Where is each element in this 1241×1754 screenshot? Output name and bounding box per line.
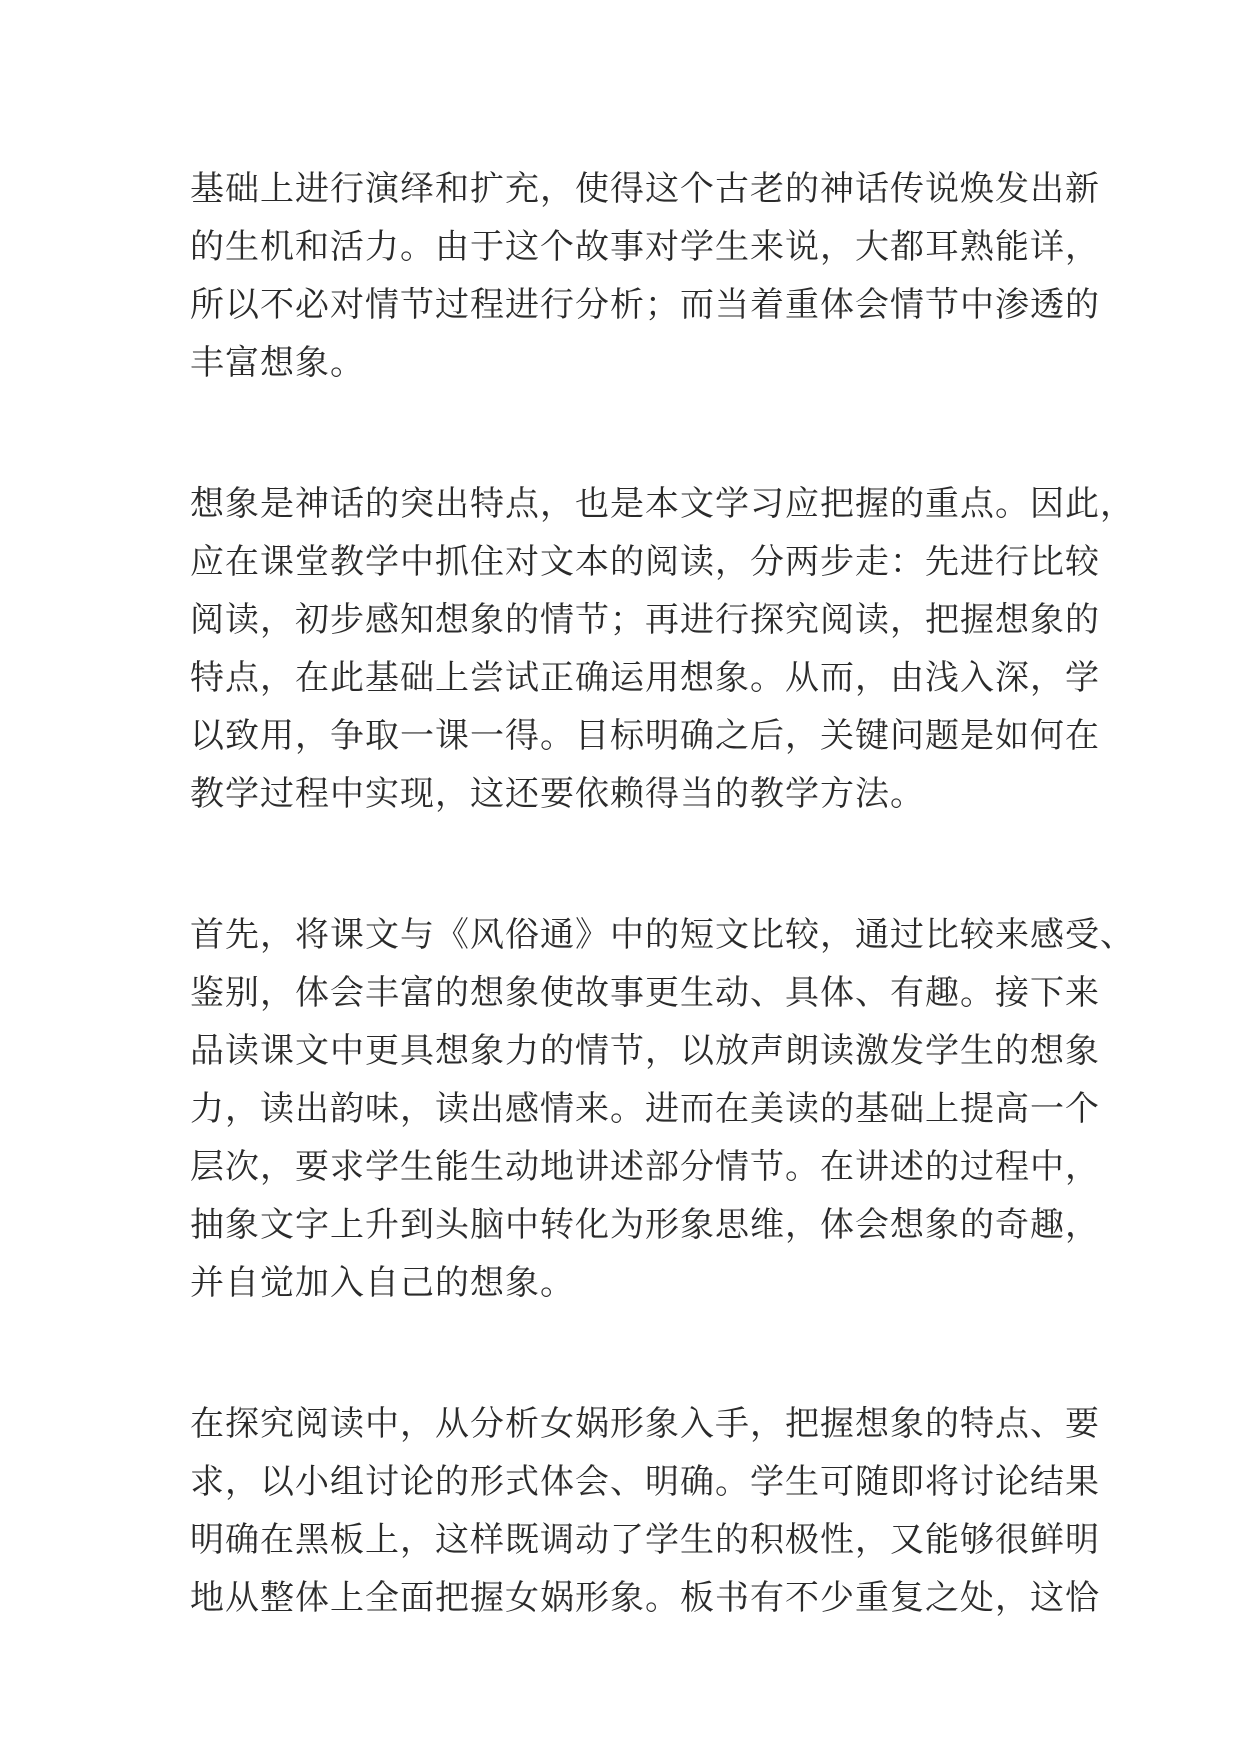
- text-line: 丰富想象。: [190, 343, 365, 383]
- paragraph-2: [190, 475, 1135, 823]
- text-line: 以致用，争取一课一得。目标明确之后，关键问题是如何在: [190, 716, 1100, 756]
- paragraph-4: [190, 1395, 1100, 1627]
- paragraph-3: [190, 906, 1135, 1312]
- text-line: 阅读，初步感知想象的情节；再进行探究阅读，把握想象的: [190, 600, 1100, 640]
- text-line: 想象是神话的突出特点，也是本文学习应把握的重点。因此，: [190, 484, 1135, 524]
- text-line: 的生机和活力。由于这个故事对学生来说，大都耳熟能详，: [190, 227, 1100, 267]
- text-line: 基础上进行演绎和扩充，使得这个古老的神话传说焕发出新: [190, 169, 1100, 209]
- text-line: 在探究阅读中，从分析女娲形象入手，把握想象的特点、要: [190, 1404, 1100, 1444]
- text-line: 应在课堂教学中抓住对文本的阅读，分两步走：先进行比较: [190, 542, 1100, 582]
- text-line: 明确在黑板上，这样既调动了学生的积极性，又能够很鲜明: [190, 1520, 1100, 1560]
- text-line: 品读课文中更具想象力的情节，以放声朗读激发学生的想象: [190, 1031, 1100, 1071]
- text-line: 并自觉加入自己的想象。: [190, 1263, 575, 1303]
- text-line: 抽象文字上升到头脑中转化为形象思维，体会想象的奇趣，: [190, 1205, 1100, 1245]
- text-line: 层次，要求学生能生动地讲述部分情节。在讲述的过程中，: [190, 1147, 1100, 1187]
- paragraph-1: [190, 160, 1100, 392]
- text-line: 求，以小组讨论的形式体会、明确。学生可随即将讨论结果: [190, 1462, 1100, 1502]
- text-line: 教学过程中实现，这还要依赖得当的教学方法。: [190, 774, 925, 814]
- text-line: 地从整体上全面把握女娲形象。板书有不少重复之处，这恰: [190, 1578, 1100, 1618]
- text-line: 所以不必对情节过程进行分析；而当着重体会情节中渗透的: [190, 285, 1100, 325]
- text-line: 首先，将课文与《风俗通》中的短文比较，通过比较来感受、: [190, 915, 1135, 955]
- document-body: [190, 160, 1135, 1710]
- text-line: 力，读出韵味，读出感情来。进而在美读的基础上提高一个: [190, 1089, 1100, 1129]
- text-line: 特点，在此基础上尝试正确运用想象。从而，由浅入深，学: [190, 658, 1100, 698]
- text-line: 鉴别，体会丰富的想象使故事更生动、具体、有趣。接下来: [190, 973, 1100, 1013]
